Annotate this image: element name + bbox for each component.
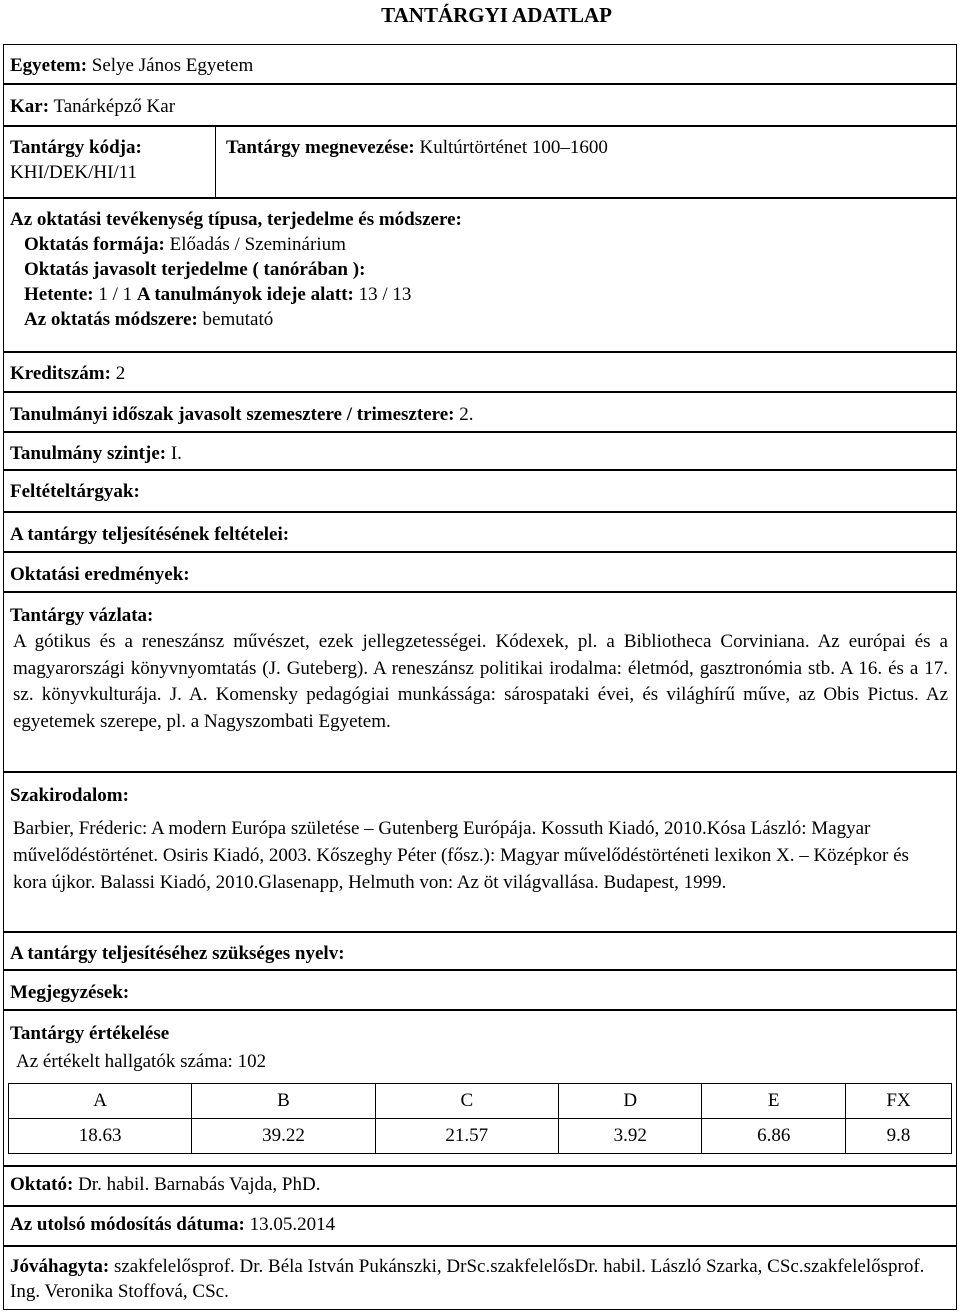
page-title: TANTÁRGYI ADATLAP [381,3,612,27]
language-label: A tantárgy teljesítéséhez szükséges nyelv: [10,943,345,964]
evaluation-row [4,1011,956,1167]
course-name-value: Kultúrtörténet 100–1600 [414,137,608,158]
credits-value: 2 [110,363,126,384]
teaching-scope-label: Oktatás javasolt terjedelme ( tanórában ): [24,259,366,280]
grade-value: 21.57 [375,1119,558,1154]
semester-label: Tanulmányi időszak javasolt szemesztere / trimesztere: [10,404,455,425]
literature-text: Barbier, Fréderic: A modern Európa születése – Gutenberg Európája. Kossuth Kiadó, 2010.Kósa László: Magyar művelődéstörténet. Osiris Kiadó, 2003. Kőszeghy Péter (fősz.): Magyar művelődéstörténeti lexikon X. – Középkor és kora újkor. Balassi Kiadó, 2010.Glasenapp, Helmuth von: Az öt világvallása. Budapest, 1999. [13,818,909,893]
university-label: Egyetem: [10,55,88,76]
prerequisites-label: Feltételtárgyak: [10,481,140,502]
grade-value: 18.63 [9,1119,192,1154]
teaching-row [4,199,956,353]
faculty-value: Tanárképző Kar [49,96,176,117]
modified-row [4,1207,956,1247]
grade-value: 6.86 [702,1119,846,1154]
teaching-heading: Az oktatási tevékenység típusa, terjedelme és módszere: [10,209,462,230]
course-id-row [4,127,956,199]
approved-row [4,1247,956,1309]
modified-label: Az utolsó módosítás dátuma: [10,1214,245,1235]
grade-header: FX [845,1084,951,1119]
course-code-label: Tantárgy kódja: [10,137,142,158]
faculty-row [4,85,956,127]
conditions-label: A tantárgy teljesítésének feltételei: [10,524,290,545]
teaching-weekly-label: Hetente: [24,284,94,305]
notes-label: Megjegyzések: [10,982,130,1003]
notes-row [4,971,956,1011]
teaching-form-value: Előadás / Szeminárium [164,234,346,255]
language-row [4,933,956,971]
course-name-label: Tantárgy megnevezése: [226,137,415,158]
modified-value: 13.05.2014 [244,1214,336,1235]
grade-header: A [9,1084,192,1119]
grades-table [8,1083,952,1154]
prerequisites-row [4,471,956,513]
conditions-row [4,513,956,553]
grade-value: 39.22 [192,1119,375,1154]
level-row [4,433,956,471]
university-value: Selye János Egyetem [87,55,254,76]
faculty-label: Kar: [10,96,50,117]
semester-row [4,393,956,433]
grade-header: D [558,1084,702,1119]
credits-row [4,353,956,393]
evaluation-count: Az értékelt hallgatók száma: 102 [16,1051,267,1072]
teaching-form-label: Oktatás formája: [24,234,165,255]
grade-value: 3.92 [558,1119,702,1154]
outline-text: A gótikus és a reneszánsz művészet, ezek jellegzetességei. Kódexek, pl. a Bibliotheca Corviniana. Az európai és a magyarországi könyvnyomtatás (J. Guteberg). A reneszánsz politikai irodalma: életmód, gasztronómia stb. A 16. és a 17. sz. könyvkulturája. J. A. Komensky pedagógiai munkássága: sárospataki évei, és világhírű műve, az Obis Pictus. Az egyetemek szerepe, pl. a Nagyszombati Egyetem. [13,631,948,732]
teaching-method-label: Az oktatás módszere: [24,309,198,330]
datasheet-table [3,44,957,1310]
grade-header: C [375,1084,558,1119]
level-label: Tanulmány szintje: [10,443,167,464]
teaching-period-label: A tanulmányok ideje alatt: [136,284,354,305]
outline-row [4,593,956,773]
grades-header-row [9,1084,952,1119]
semester-value: 2. [454,404,474,425]
lecturer-row [4,1167,956,1207]
course-code-value: KHI/DEK/HI/11 [10,162,137,183]
outline-label: Tantárgy vázlata: [10,605,154,626]
approved-value: szakfelelősprof. Dr. Béla István Pukánszki, DrSc.szakfelelősDr. habil. László Szarka, CSc.szakfelelősprof. Ing. Veronika Stoffová, CSc. [10,1256,925,1302]
literature-row [4,773,956,933]
literature-label: Szakirodalom: [10,785,129,806]
lecturer-value: Dr. habil. Barnabás Vajda, PhD. [73,1174,321,1195]
lecturer-label: Oktató: [10,1174,74,1195]
credits-label: Kreditszám: [10,363,111,384]
grade-header: E [702,1084,846,1119]
grade-header: B [192,1084,375,1119]
grade-value: 9.8 [845,1119,951,1154]
university-row [4,45,956,85]
grades-value-row [9,1119,952,1154]
teaching-weekly-value: 1 / 1 [93,284,137,305]
outcomes-label: Oktatási eredmények: [10,564,190,585]
approved-label: Jóváhagyta: [10,1256,110,1277]
evaluation-label: Tantárgy értékelése [10,1023,170,1044]
outcomes-row [4,553,956,593]
level-value: I. [166,443,182,464]
teaching-method-value: bemutató [197,309,274,330]
teaching-period-value: 13 / 13 [353,284,412,305]
